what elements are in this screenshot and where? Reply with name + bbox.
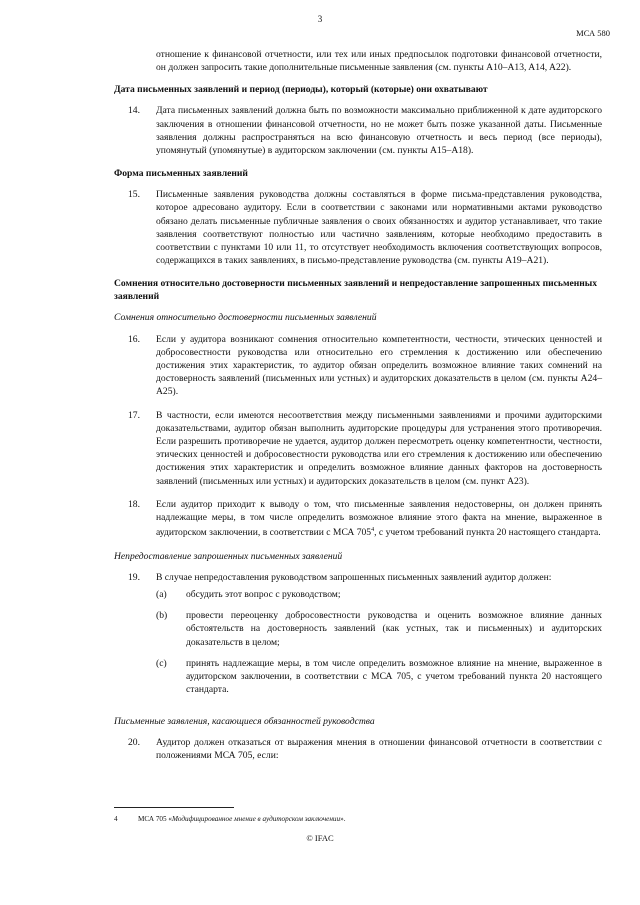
heading-date: Дата письменных заявлений и период (периоды), который (которые) они охватывают [114, 84, 488, 96]
paragraph-20 [114, 736, 602, 762]
list-item-label: (c) [156, 657, 167, 669]
footnote-reference: 4 [371, 527, 375, 534]
paragraph-text: В частности, если имеются несоответствия между письменными заявлениями и прочими аудиторскими доказательствами, аудитор обязан выполнить аудиторские процедуры для устранения этого противоречия. Если разрешить противоречие не удается, аудитор должен пересмотреть оценку компетентности, честности, этических ценностей и добросовестности руководства или его стремления к достижению или обеспечению достижения этих характеристик и определить возможное влияние данных факторов на достоверность заявлений (письменных или устных) и аудиторских доказательств в целом (см. пункт A23). [156, 409, 602, 487]
footnote-text [138, 815, 346, 823]
paragraph-14 [114, 104, 602, 157]
paragraph-number: 19. [128, 571, 140, 583]
paragraph-text: Дата письменных заявлений должна быть по возможности максимально приближенной к дате аудиторского заключения в отношении финансовой отчетности, но не может быть позже указанной даты. Письменные заявления должны распространяться на всю финансовую отчетность и весь период (все периоды), упомянутый (упомянутые) в аудиторском заключении (см. пункты A15–A18). [156, 105, 602, 157]
paragraph-number: 14. [128, 105, 140, 117]
paragraph-text-a: Если аудитор приходит к выводу о том, что письменные заявления недостоверны, он должен принять надлежащие меры, в том числе определить возможное влияние этого факта на мнение, выраженное в аудиторском заключении, в соответствии с МСА 705 [156, 498, 602, 539]
footnote-text-a: МСА 705 « [138, 815, 172, 823]
footnote-divider [114, 807, 234, 808]
page-number: 3 [317, 14, 323, 24]
subheading-not-provided: Непредоставление запрошенных письменных заявлений [114, 550, 343, 562]
footnote-number: 4 [114, 815, 118, 823]
copyright: © IFAC [306, 833, 334, 843]
subheading-responsibilities: Письменные заявления, касающиеся обязанностей руководства [114, 715, 375, 727]
heading-form: Форма письменных заявлений [114, 168, 248, 180]
page-content [114, 48, 602, 772]
continued-paragraph: отношение к финансовой отчетности, или тех или иных предпосылок подготовки финансовой отчетности, он должен запросить такие дополнительные письменные заявления (см. пункты A10–A13, A14, A22). [156, 49, 602, 74]
heading-doubts: Сомнения относительно достоверности письменных заявлений и непредоставление запрошенных письменных заявлений [114, 278, 598, 303]
paragraph-number: 18. [128, 498, 140, 510]
list-item-b [156, 609, 602, 649]
paragraph-16 [114, 333, 602, 399]
list-item-label: (b) [156, 610, 168, 622]
list-item-label: (a) [156, 589, 167, 601]
list-item-a [156, 588, 602, 601]
paragraph-number: 15. [128, 189, 140, 201]
footnote [114, 815, 602, 823]
paragraph-text: В случае непредоставления руководством запрошенных письменных заявлений аудитор должен: [156, 571, 552, 583]
paragraph-text: Если у аудитора возникают сомнения относительно компетентности, честности, этических ценностей и добросовестности руководства или относительно его стремления к достижению или обеспечению достижения этих характеристик, то аудитор обязан определить возможное влияние таких сомнений на достоверность заявлений (письменных или устных) и аудиторских доказательств в целом (см. пункты A24–A25). [156, 333, 602, 398]
paragraph-number: 16. [128, 333, 140, 345]
list-item-text: принять надлежащие меры, в том числе определить возможное влияние на мнение, выраженное в аудиторском заключении, в соответствии с МСА 705, с учетом требований пункта 20 настоящего стандарта. [186, 657, 602, 696]
paragraph-15 [114, 188, 602, 267]
standard-code: МСА 580 [576, 28, 610, 38]
footnote-text-b: ». [340, 815, 346, 823]
paragraph-body [156, 571, 602, 705]
paragraph-number: 20. [128, 736, 140, 748]
paragraph-text: Аудитор должен отказаться от выражения мнения в отношении финансовой отчетности в соответствии с положениями МСА 705, если: [156, 736, 602, 761]
list-item-text: обсудить этот вопрос с руководством; [186, 589, 341, 601]
paragraph-18 [114, 498, 602, 540]
paragraph-text-b: , с учетом требований пункта 20 настоящего стандарта. [374, 527, 601, 539]
paragraph-19 [114, 571, 602, 705]
footnote-title: Модифицированное мнение в аудиторском заключении [172, 815, 341, 823]
list-item-text: провести переоценку добросовестности руководства и оценить возможное влияние данных обстоятельств на достоверность заявлений (как устных, так и письменных) и аудиторских доказательств в целом; [186, 610, 602, 648]
list-item-c [156, 657, 602, 697]
subheading-doubts: Сомнения относительно достоверности письменных заявлений [114, 312, 377, 324]
paragraph-17 [114, 409, 602, 488]
paragraph-text [156, 498, 602, 540]
paragraph-number: 17. [128, 409, 140, 421]
paragraph-text: Письменные заявления руководства должны составляться в форме письма-представления руководства, которое адресовано аудитору. Если в соответствии с законами или нормативными актами руководство обязано делать письменные публичные заявления о своих обязанностях и аудитор устанавливает, что такие заявления соответствуют полностью или частично заявлениям, которые необходимо предоставить в соответствии с пунктами 10 или 11, то отсутствует необходимость включения соответствующих вопросов, содержащихся в таких заявлениях, в письмо-представление руководства (см. пункты A19–A21). [156, 189, 602, 267]
